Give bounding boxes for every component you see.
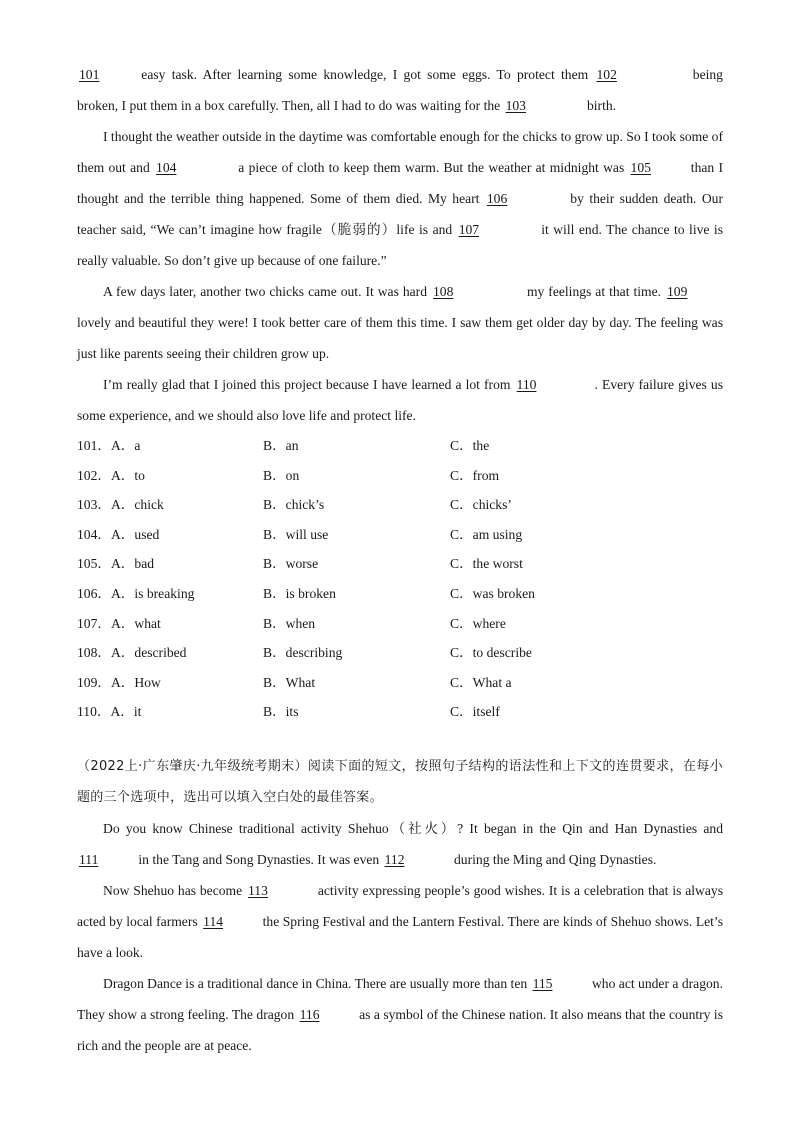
- text: being broken, I put them in a box carefully. Then, all I had to do was waiting for the: [77, 67, 723, 113]
- blank-116[interactable]: 116: [299, 1006, 320, 1022]
- option-a[interactable]: 110．A．it: [77, 704, 142, 720]
- blank-108[interactable]: 108: [432, 284, 454, 299]
- passage1-paragraph-4: [77, 369, 723, 431]
- option-a[interactable]: 101．A．a: [77, 438, 141, 453]
- question-row-108: [77, 638, 723, 668]
- option-b[interactable]: B．What: [263, 674, 316, 690]
- question-row-101: [77, 431, 723, 461]
- blank-101[interactable]: 101: [79, 67, 100, 82]
- blank-106[interactable]: 106: [486, 191, 508, 206]
- text: activity expressing people’s good wishes. It is a celebration that is always acted by local farmers: [77, 882, 723, 929]
- blank-113[interactable]: 113: [248, 882, 268, 898]
- option-b[interactable]: B．chick’s: [263, 497, 325, 513]
- blank-112[interactable]: 112: [384, 851, 405, 867]
- passage2-paragraph-1: [77, 813, 723, 875]
- option-c[interactable]: C．What a: [450, 674, 512, 690]
- text: I’m really glad that I joined this project because I have learned a lot from: [103, 377, 515, 392]
- option-b[interactable]: B．is broken: [263, 585, 336, 601]
- blank-109[interactable]: 109: [667, 284, 688, 299]
- question-row-109: [77, 668, 723, 698]
- text: my feelings at that time.: [522, 284, 665, 299]
- text: the Spring Festival and the Lantern Festival. There are kinds of Shehuo shows. Let’s have a look.: [77, 913, 724, 960]
- option-c[interactable]: C．from: [450, 467, 500, 483]
- blank-114[interactable]: 114: [203, 913, 224, 929]
- option-a[interactable]: 104．A．used: [77, 526, 160, 542]
- passage1-paragraph-1: [77, 59, 723, 121]
- text: easy task. After learning some knowledge, I got some eggs. To protect them: [135, 67, 595, 82]
- passage1-paragraph-2: [77, 121, 723, 276]
- text: by their sudden death. Our teacher said, “We can’t imagine how fragile（脆弱的）life is and: [77, 191, 723, 237]
- question-row-102: [77, 461, 723, 491]
- question-row-103: [77, 490, 723, 520]
- question-row-106: [77, 579, 723, 609]
- question-row-110: [77, 697, 723, 727]
- question-options: [77, 431, 723, 727]
- text: I thought the weather outside in the daytime was comfortable enough for the chicks to grow up. So I took some of them out and: [77, 129, 723, 175]
- passage2-paragraph-2: [77, 875, 723, 968]
- passage2-paragraph-3: [77, 968, 723, 1061]
- option-c[interactable]: C．itself: [450, 704, 500, 720]
- text: than I thought and the terrible thing happened. Some of them died. My heart: [77, 160, 724, 206]
- option-b[interactable]: B．on: [263, 467, 300, 483]
- option-b[interactable]: B．describing: [263, 645, 343, 661]
- text: in the Tang and Song Dynasties. It was even: [135, 851, 383, 867]
- passage1-paragraph-3: [77, 276, 723, 369]
- option-a[interactable]: 106．A．is breaking: [77, 585, 195, 601]
- option-b[interactable]: B．an: [263, 438, 299, 453]
- option-c[interactable]: C．the: [450, 438, 490, 453]
- option-a[interactable]: 105．A．bad: [77, 556, 155, 572]
- text: Do you know Chinese traditional activity Shehuo（社火）? It began in the Qin and Han Dynasties and: [103, 820, 723, 836]
- question-row-104: [77, 520, 723, 550]
- option-a[interactable]: 107．A．what: [77, 615, 161, 631]
- option-b[interactable]: B．will use: [263, 526, 329, 542]
- blank-111[interactable]: 111: [79, 851, 99, 867]
- question-row-105: [77, 549, 723, 579]
- blank-105[interactable]: 105: [630, 160, 651, 175]
- option-a[interactable]: 108．A．described: [77, 645, 187, 661]
- option-c[interactable]: C．where: [450, 615, 506, 631]
- blank-110[interactable]: 110: [516, 377, 537, 392]
- text: Now Shehuo has become: [103, 882, 246, 898]
- option-c[interactable]: C．am using: [450, 526, 523, 542]
- blank-107[interactable]: 107: [458, 222, 480, 237]
- text: . Every failure gives us some experience, and we should also love life and protect life.: [77, 377, 723, 423]
- option-b[interactable]: B．its: [263, 704, 299, 720]
- blank-104[interactable]: 104: [156, 160, 177, 175]
- option-c[interactable]: C．was broken: [450, 585, 535, 601]
- text: a piece of cloth to keep them warm. But the weather at midnight was: [234, 160, 629, 175]
- option-c[interactable]: C．chicks’: [450, 497, 512, 513]
- blank-115[interactable]: 115: [532, 975, 553, 991]
- text: who act under a dragon. They show a strong feeling. The dragon: [77, 975, 723, 1022]
- option-c[interactable]: C．the worst: [450, 556, 523, 572]
- text: as a symbol of the Chinese nation. It also means that the country is rich and the people are at peace.: [77, 1006, 723, 1053]
- blank-102[interactable]: 102: [596, 67, 617, 82]
- option-a[interactable]: 102．A．to: [77, 467, 145, 483]
- option-b[interactable]: B．worse: [263, 556, 319, 572]
- text: Dragon Dance is a traditional dance in China. There are usually more than ten: [103, 975, 531, 991]
- passage2-instructions: （2022上·广东肇庆·九年级统考期末）阅读下面的短文，按照句子结构的语法性和上下文的连贯要求，在每小题的三个选项中，选出可以填入空白处的最佳答案。: [77, 758, 723, 805]
- text: birth.: [583, 98, 617, 113]
- blank-103[interactable]: 103: [505, 98, 526, 113]
- option-a[interactable]: 109．A．How: [77, 674, 161, 690]
- text: during the Ming and Qing Dynasties.: [450, 851, 657, 867]
- option-c[interactable]: C．to describe: [450, 645, 532, 661]
- question-row-107: [77, 609, 723, 639]
- text: it will end. The chance to live is really valuable. So don’t give up because of one failure.”: [77, 222, 724, 268]
- text: lovely and beautiful they were! I took better care of them this time. I saw them get older day by day. The feeling was just like parents seeing their children grow up.: [77, 315, 723, 361]
- option-b[interactable]: B．when: [263, 615, 316, 631]
- text: A few days later, another two chicks came out. It was hard: [103, 284, 431, 299]
- option-a[interactable]: 103．A．chick: [77, 497, 164, 513]
